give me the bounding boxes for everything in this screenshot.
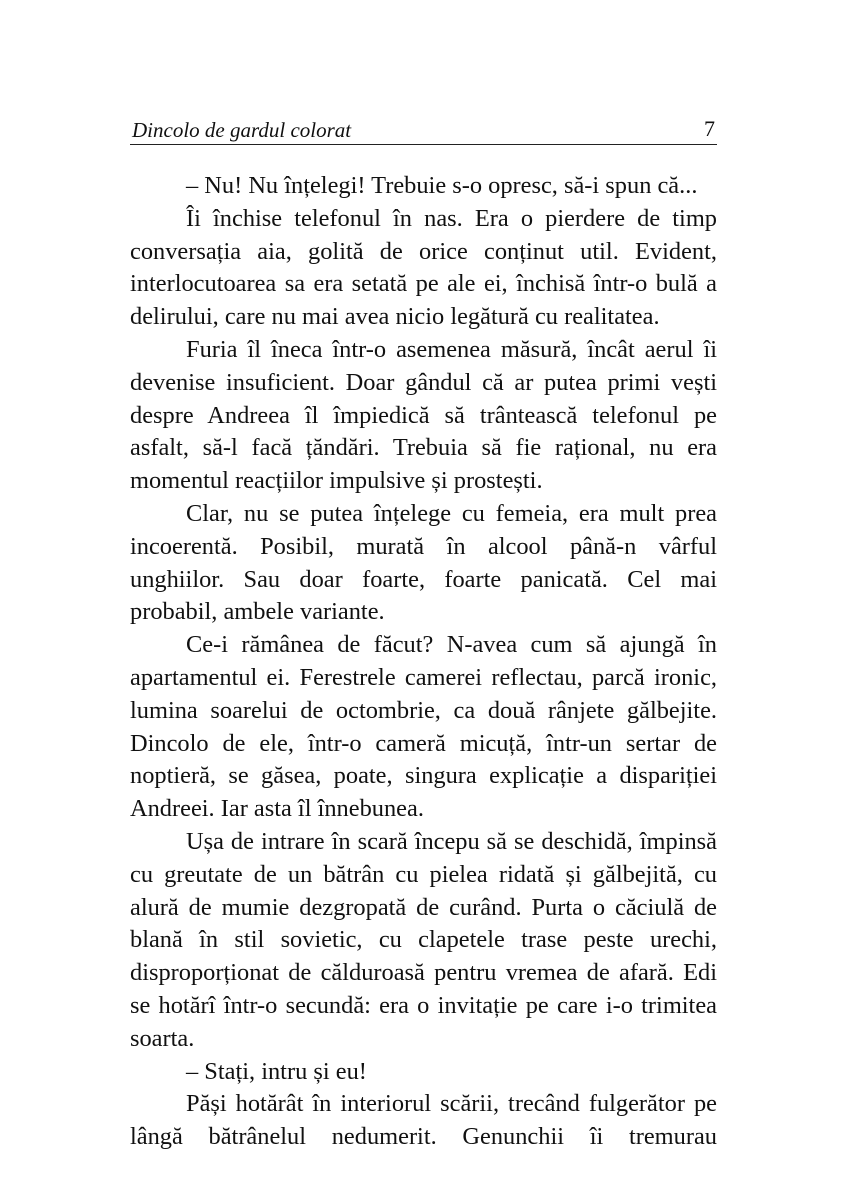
paragraph: – Stați, intru și eu!: [186, 1057, 367, 1085]
paragraph: Ușa de intrare în scară începu să se deschidă, împinsă cu greutate de un bătrân cu pielea ridată și gălbejită, cu alură de mumie dezgropată de curând. Purta o căciulă de blană în stil sovietic, cu clapetele trase peste urechi, disproporționat de călduroasă pentru vremea de afară. Edi se hotărî într-o secundă: era o invitație pe care i-o trimitea soarta.: [130, 827, 717, 1052]
running-header: [130, 114, 717, 145]
paragraph: Îi închise telefonul în nas. Era o pierdere de timp conversația aia, golită de orice conținut util. Evident, interlocutoarea sa era setată pe ale ei, închisă într-o bulă a delirului, care nu mai avea nicio legătură cu realitatea.: [130, 204, 717, 331]
paragraph: – Nu! Nu înțelegi! Trebuie s-o opresc, să-i spun că...: [186, 172, 698, 199]
paragraph: Păși hotărât în interiorul scării, trecând fulgerător pe lângă bătrânelul nedumerit. Genunchii îi tremurau: [130, 1090, 717, 1151]
paragraph: Clar, nu se putea înțelege cu femeia, era mult prea incoerentă. Posibil, murată în alcool până-n vârful unghiilor. Sau doar foarte, foarte panicată. Cel mai probabil, ambele variante.: [130, 499, 717, 626]
paragraph: Ce-i rămânea de făcut? N-avea cum să ajungă în apartamentul ei. Ferestrele camerei reflectau, parcă ironic, lumina soarelui de octombrie, ca două rânjete gălbejite. Dincolo de ele, într-o cameră micuță, într-un sertar de noptieră, se găsea, poate, singura explicație a dispariției Andreei. Iar asta îl înnebunea.: [130, 631, 717, 823]
body-text: [130, 170, 717, 1154]
page-number: 7: [704, 116, 715, 141]
paragraph: Furia îl îneca într-o asemenea măsură, încât aerul îi devenise insuficient. Doar gândul că ar putea primi vești despre Andreea îl împiedică să trântească telefonul pe asfalt, să-l facă țăndări. Trebuia să fie rațional, nu era momentul reacțiilor impulsive și prostești.: [130, 335, 717, 495]
book-title: Dincolo de gardul colorat: [132, 118, 352, 142]
